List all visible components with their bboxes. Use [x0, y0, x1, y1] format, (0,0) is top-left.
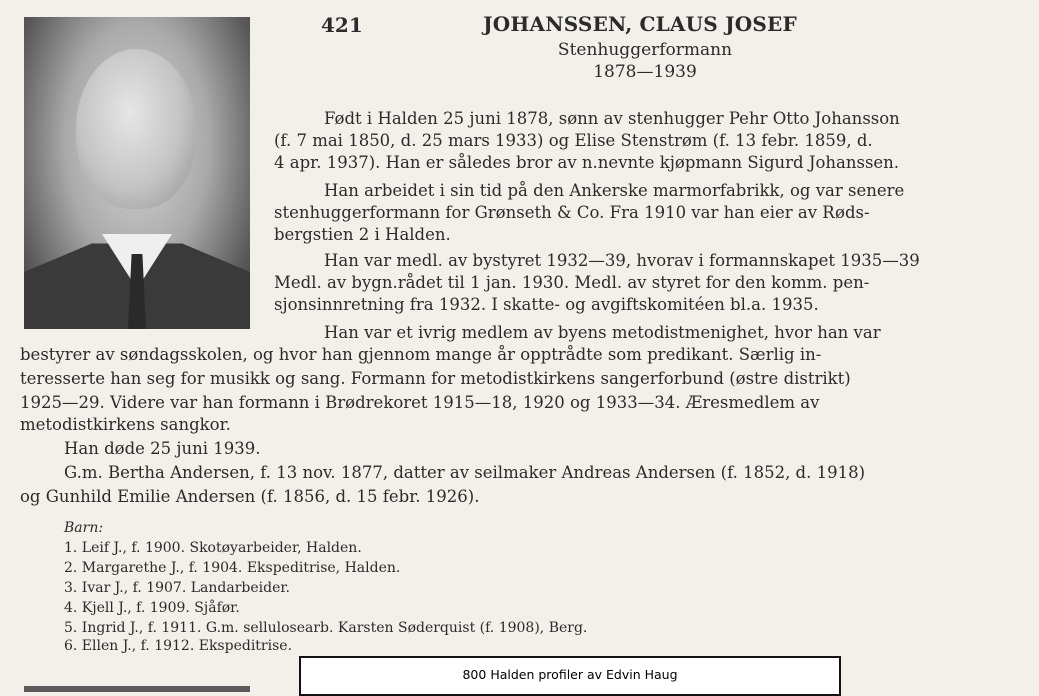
- text-line: Han var et ivrig medlem av byens metodistmenighet, hvor han var: [324, 323, 881, 342]
- text-line: 1925—29. Videre var han formann i Brødrekoret 1915—18, 1920 og 1933—34. Æresmedlem av: [20, 393, 820, 412]
- text-line: 4 apr. 1937). Han er således bror av n.nevnte kjøpmann Sigurd Johanssen.: [274, 153, 900, 172]
- text-line: Han var medl. av bystyret 1932—39, hvorav i formannskapet 1935—39: [324, 251, 920, 270]
- entry-years: 1878—1939: [593, 62, 697, 82]
- text-line: metodistkirkens sangkor.: [20, 415, 231, 434]
- children-heading: Barn:: [64, 520, 104, 536]
- list-item: 3. Ivar J., f. 1907. Landarbeider.: [64, 580, 290, 596]
- source-caption: 800 Halden profiler av Edvin Haug: [299, 656, 841, 696]
- list-item: 6. Ellen J., f. 1912. Ekspeditrise.: [64, 638, 293, 654]
- text-line: bergstien 2 i Halden.: [274, 225, 451, 244]
- text-line: bestyrer av søndagsskolen, og hvor han gjennom mange år opptrådte som predikant. Særlig in-: [20, 345, 822, 364]
- list-item: 1. Leif J., f. 1900. Skotøyarbeider, Halden.: [64, 540, 362, 556]
- portrait-photo: [24, 17, 250, 329]
- text-line: Medl. av bygn.rådet til 1 jan. 1930. Medl. av styret for den komm. pen-: [274, 273, 870, 292]
- text-line: (f. 7 mai 1850, d. 25 mars 1933) og Elise Stenstrøm (f. 13 febr. 1859, d.: [274, 131, 873, 150]
- text-line: G.m. Bertha Andersen, f. 13 nov. 1877, datter av seilmaker Andreas Andersen (f. 1852, d. 1918): [64, 463, 866, 482]
- entry-occupation: Stenhuggerformann: [557, 40, 733, 60]
- text-line: Født i Halden 25 juni 1878, sønn av stenhugger Pehr Otto Johansson: [324, 109, 900, 128]
- text-line: stenhuggerformann for Grønseth & Co. Fra 1910 var han eier av Røds-: [274, 203, 870, 222]
- list-item: 4. Kjell J., f. 1909. Sjåfør.: [64, 600, 240, 616]
- portrait-head: [76, 49, 196, 209]
- text-line: Han døde 25 juni 1939.: [64, 439, 261, 458]
- list-item: 2. Margarethe J., f. 1904. Ekspeditrise, Halden.: [64, 560, 401, 576]
- next-portrait-edge: [24, 686, 250, 692]
- entry-title: JOHANSSEN, CLAUS JOSEF: [483, 12, 797, 36]
- text-line: teresserte han seg for musikk og sang. Formann for metodistkirkens sangerforbund (østre distrikt): [20, 369, 851, 388]
- text-line: sjonsinnretning fra 1932. I skatte- og avgiftskomitéen bl.a. 1935.: [274, 295, 819, 314]
- text-line: og Gunhild Emilie Andersen (f. 1856, d. 15 febr. 1926).: [20, 487, 480, 506]
- text-line: Han arbeidet i sin tid på den Ankerske marmorfabrikk, og var senere: [324, 181, 905, 200]
- list-item: 5. Ingrid J., f. 1911. G.m. sellulosearb. Karsten Søderquist (f. 1908), Berg.: [64, 620, 588, 636]
- page-number: 421: [321, 13, 363, 37]
